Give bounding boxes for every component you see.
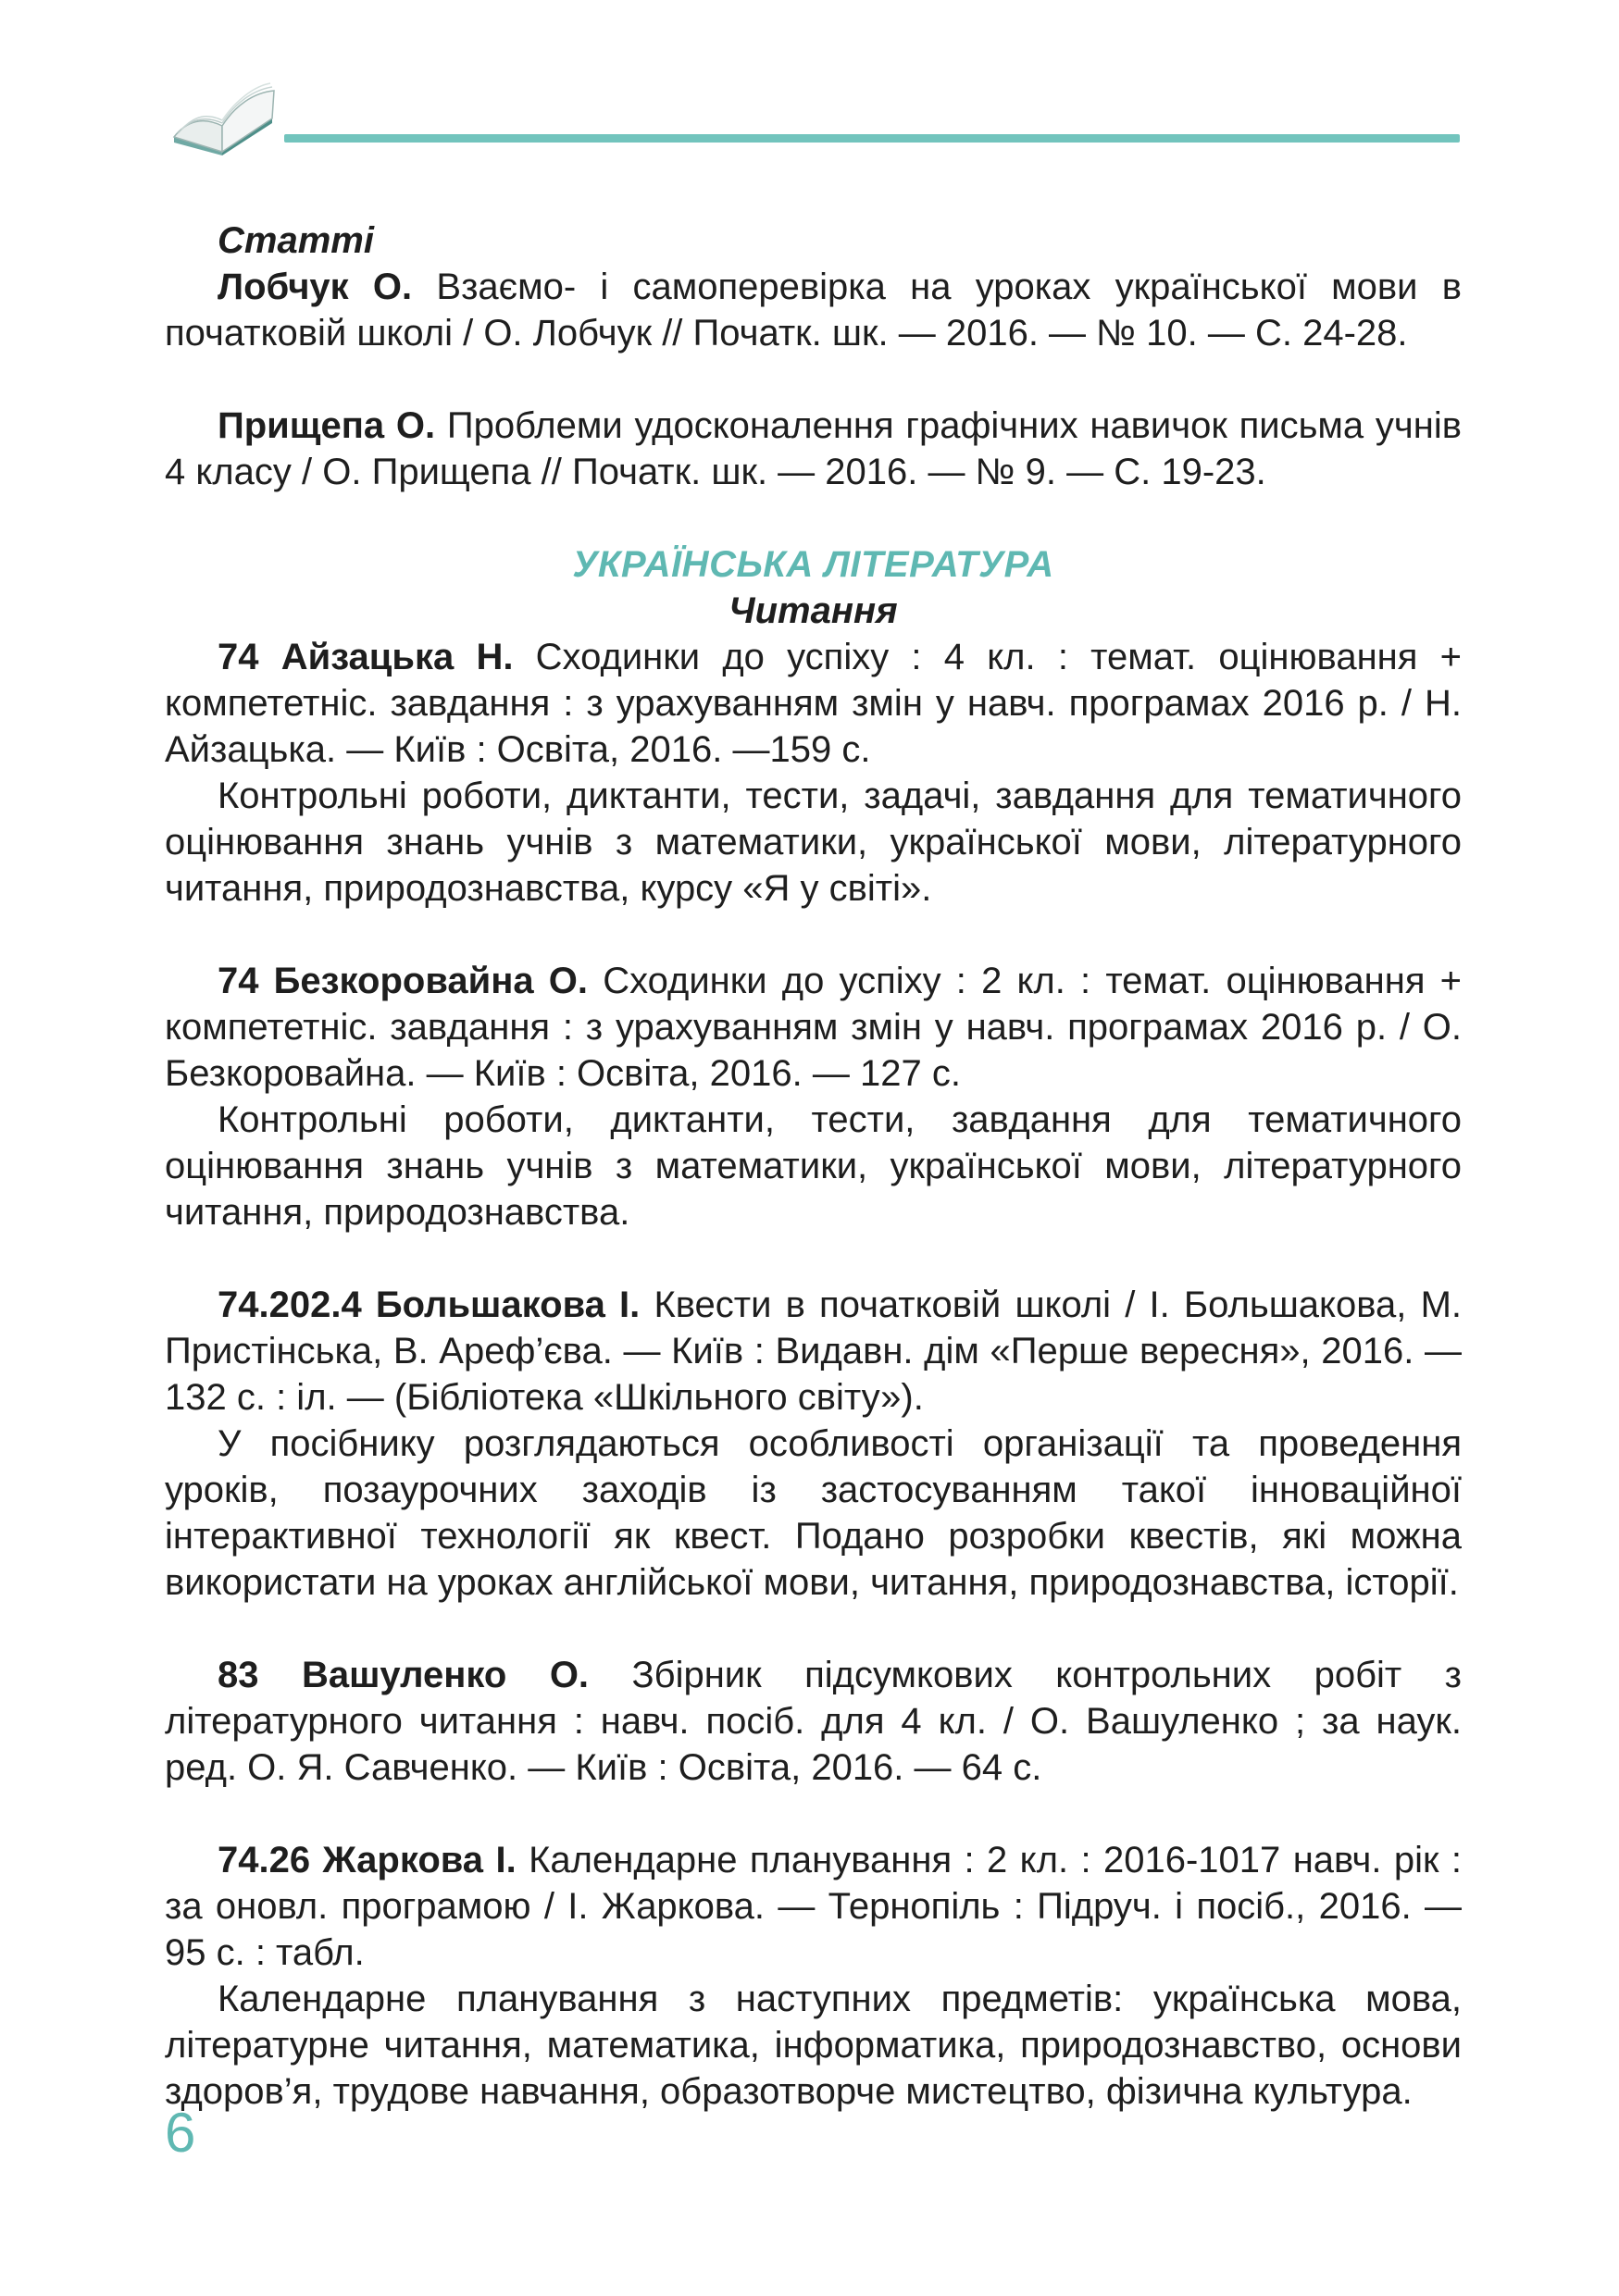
section-title: УКРАЇНСЬКА ЛІТЕРАТУРА bbox=[572, 544, 1054, 585]
bib-entry bbox=[165, 1282, 1462, 1421]
bib-entry bbox=[165, 958, 1462, 1097]
article-entry bbox=[165, 403, 1462, 495]
section-subtitle: Читання bbox=[729, 590, 898, 631]
header-rule bbox=[284, 134, 1460, 143]
open-book-icon bbox=[168, 72, 280, 165]
entry-description: У посібнику розглядаються особливості організації та проведення уроків, позаурочних заходів із застосуванням такої інноваційної інтерактивної технології як квест. Подано розробки квестів, які можна використати на уроках англійської мови, читання, природознавства, історії. bbox=[165, 1423, 1462, 1603]
articles-heading: Статті bbox=[218, 220, 374, 261]
entry-author: 74 Безкоровайна О. bbox=[218, 961, 589, 1001]
entry-description: Календарне планування з наступних предметів: українська мова, літературне читання, математика, інформатика, природознавство, основи здоров’я, трудове навчання, образотворче мистецтво, фізична культура. bbox=[165, 1979, 1462, 2112]
entry-text: Збірник підсумкових контрольних робіт з літературного читання : навч. посіб. для 4 кл. / О. Вашуленко ; за наук. ред. О. Я. Савченко. — Київ : Освіта, 2016. — 64 с. bbox=[165, 1655, 1462, 1788]
bib-entry bbox=[165, 634, 1462, 773]
entry-text: Взаємо- і самоперевірка на уроках української мови в початковій школі / О. Лобчук // Початк. шк. — 2016. — № 10. — С. 24-28. bbox=[165, 267, 1463, 354]
entry-text: Сходинки до успіху : 4 кл. : темат. оцінювання + компететніс. завдання : з урахуванням змін у навч. програмах 2016 р. / Н. Айзацька. — Київ : Освіта, 2016. —159 с. bbox=[165, 637, 1462, 770]
entry-text: Квести в початковій школі / І. Большакова, М. Пристінська, В. Ареф’єва. — Київ : Видавн. дім «Перше вересня», 2016. — 132 с. : іл. — (Бібліотека «Шкільного світу»). bbox=[165, 1285, 1462, 1418]
entry-author: Прищепа О. bbox=[218, 405, 436, 446]
entry-author: 74.26 Жаркова І. bbox=[218, 1840, 517, 1880]
bib-entry bbox=[165, 1652, 1462, 1791]
entry-author: Лобчук О. bbox=[218, 267, 413, 307]
entry-text: Календарне планування : 2 кл. : 2016-1017 навч. рік : за оновл. програмою / І. Жаркова. — Тернопіль : Підруч. і посіб., 2016. — 95 с. : табл. bbox=[165, 1840, 1462, 1973]
entry-description: Контрольні роботи, диктанти, тести, завдання для тематичного оцінювання знань учнів з математики, української мови, літературного читання, природознавства. bbox=[165, 1099, 1462, 1233]
entry-author: 83 Вашуленко О. bbox=[218, 1655, 590, 1695]
entry-author: 74 Айзацька Н. bbox=[218, 637, 514, 677]
entry-text: Сходинки до успіху : 2 кл. : темат. оцінювання + компететніс. завдання : з урахуванням змін у навч. програмах 2016 р. / О. Безкоровайна. — Київ : Освіта, 2016. — 127 с. bbox=[165, 961, 1463, 1094]
entry-description: Контрольні роботи, диктанти, тести, задачі, завдання для тематичного оцінювання знань учнів з математики, української мови, літературного читання, природознавства, курсу «Я у світі». bbox=[165, 776, 1462, 909]
bib-entry bbox=[165, 1837, 1462, 1976]
entry-text: Проблеми удосконалення графічних навичок письма учнів 4 класу / О. Прищепа // Початк. шк. — 2016. — № 9. — С. 19-23. bbox=[165, 405, 1462, 492]
article-entry bbox=[165, 264, 1462, 356]
document-body bbox=[165, 217, 1462, 2115]
page-header bbox=[0, 0, 1619, 204]
entry-author: 74.202.4 Большакова І. bbox=[218, 1285, 641, 1325]
page-number: 6 bbox=[165, 2102, 196, 2164]
